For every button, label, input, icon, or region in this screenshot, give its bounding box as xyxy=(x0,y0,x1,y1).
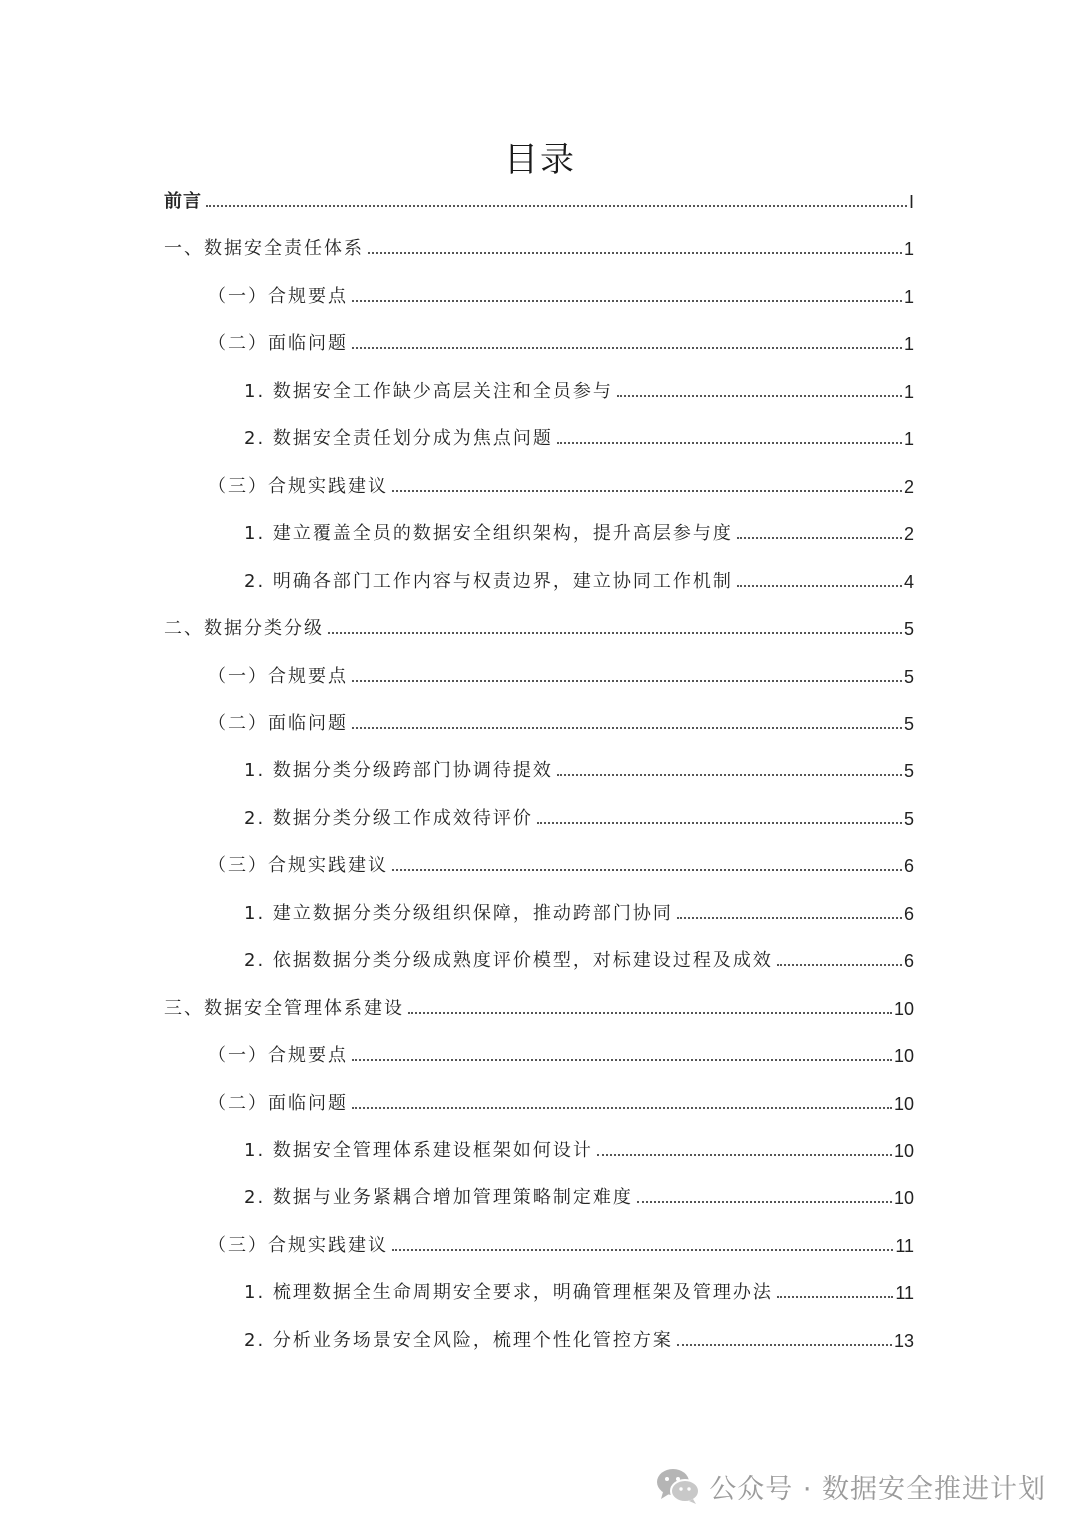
toc-entry-title: 1. 建立覆盖全员的数据安全组织架构，提升高层参与度 xyxy=(244,523,733,545)
toc-entry[interactable] xyxy=(164,610,914,640)
toc-entry[interactable] xyxy=(208,705,914,735)
dot-leader xyxy=(328,632,902,634)
toc-entry-title: 1. 梳理数据全生命周期安全要求，明确管理框架及管理办法 xyxy=(244,1282,773,1304)
toc-entry[interactable] xyxy=(208,658,914,688)
toc-entry-title: （三）合规实践建议 xyxy=(208,475,388,497)
toc-entry-title: （一）合规要点 xyxy=(208,665,348,687)
dot-leader xyxy=(368,252,902,254)
toc-entry-title: 2. 分析业务场景安全风险，梳理个性化管控方案 xyxy=(244,1329,673,1351)
toc-entry-title: 2. 依据数据分类分级成熟度评价模型，对标建设过程及成效 xyxy=(244,950,773,972)
dot-leader xyxy=(557,442,902,444)
toc-entry[interactable] xyxy=(244,800,914,830)
toc-entry-page: 6 xyxy=(903,856,914,877)
dot-leader xyxy=(637,1201,892,1203)
toc-entry-title: （二）面临问题 xyxy=(208,333,348,355)
dot-leader xyxy=(352,727,902,729)
dot-leader xyxy=(677,1344,892,1346)
toc-entry[interactable] xyxy=(244,895,914,925)
toc-entry[interactable] xyxy=(208,278,914,308)
page-title: 目录 xyxy=(504,140,576,180)
toc-entry-page: 10 xyxy=(893,1188,914,1209)
watermark xyxy=(655,1466,1046,1506)
dot-leader xyxy=(408,1012,892,1014)
toc-entry-page: 10 xyxy=(893,1141,914,1161)
toc-entry[interactable] xyxy=(208,1037,914,1067)
dot-leader xyxy=(777,1296,893,1298)
toc-entry-page: 1 xyxy=(903,429,914,450)
toc-entry-title: 一、数据安全责任体系 xyxy=(164,238,364,260)
toc-entry[interactable] xyxy=(208,847,914,877)
dot-leader xyxy=(777,964,902,966)
toc-entry-title: 二、数据分类分级 xyxy=(164,618,324,640)
toc-entry-title: 1. 数据安全工作缺少高层关注和全员参与 xyxy=(244,380,613,402)
toc-entry-page: 1 xyxy=(903,239,914,260)
toc-entry-page: I xyxy=(908,192,914,212)
dot-leader xyxy=(737,537,902,539)
dot-leader xyxy=(392,869,902,871)
toc-entry[interactable] xyxy=(244,373,914,403)
toc-entry-page: 11 xyxy=(895,1283,914,1304)
dot-leader xyxy=(352,347,902,349)
toc-entry-page: 5 xyxy=(903,666,914,687)
toc-entry-title: （三）合规实践建议 xyxy=(208,1234,388,1256)
toc-entry-page: 10 xyxy=(893,998,914,1019)
toc-entry-title: 三、数据安全管理体系建设 xyxy=(164,997,404,1019)
toc-entry[interactable] xyxy=(208,1085,914,1115)
toc-entry[interactable] xyxy=(164,183,914,213)
dot-leader xyxy=(537,822,902,824)
dot-leader xyxy=(597,1154,892,1156)
toc-entry-page: 5 xyxy=(903,713,914,734)
toc-entry[interactable] xyxy=(164,990,914,1020)
toc-entry-title: 2. 数据安全责任划分成为焦点问题 xyxy=(244,428,553,450)
dot-leader xyxy=(392,490,902,492)
dot-leader xyxy=(352,300,902,302)
toc-entry-title: 1. 数据分类分级跨部门协调待提效 xyxy=(244,760,553,782)
toc-entry[interactable] xyxy=(208,325,914,355)
toc-entry-page: 5 xyxy=(903,761,914,782)
toc-entry[interactable] xyxy=(244,1132,914,1162)
toc-entry-page: 10 xyxy=(893,1093,914,1114)
toc-entry-page: 6 xyxy=(903,903,914,924)
dot-leader xyxy=(206,205,907,207)
toc-entry-title: 1. 数据安全管理体系建设框架如何设计 xyxy=(244,1140,593,1161)
toc-entry[interactable] xyxy=(244,515,914,545)
toc-entry-page: 1 xyxy=(903,334,914,355)
toc-entry-title: （一）合规要点 xyxy=(208,285,348,307)
dot-leader xyxy=(737,585,902,587)
toc-entry[interactable] xyxy=(164,230,914,260)
dot-leader xyxy=(352,1107,892,1109)
toc-entry-page: 1 xyxy=(903,286,914,307)
toc-entry[interactable] xyxy=(244,752,914,782)
toc-entry-title: （三）合规实践建议 xyxy=(208,855,388,877)
toc-entry-title: 前言 xyxy=(164,191,202,212)
toc-entry-title: （二）面临问题 xyxy=(208,1092,348,1114)
toc-entry[interactable] xyxy=(244,420,914,450)
toc-entry[interactable] xyxy=(244,1322,914,1352)
toc-entry-page: 4 xyxy=(903,571,914,592)
toc-entry[interactable] xyxy=(244,942,914,972)
toc-entry-page: 5 xyxy=(903,619,914,640)
toc-entry-page: 2 xyxy=(903,476,914,497)
dot-leader xyxy=(677,917,902,919)
toc-entry-page: 5 xyxy=(903,808,914,829)
toc-entry-page: 10 xyxy=(893,1046,914,1067)
toc-entry[interactable] xyxy=(208,468,914,498)
toc-entry-page: 1 xyxy=(903,381,914,402)
wechat-icon xyxy=(655,1466,701,1506)
toc-entry[interactable] xyxy=(244,1179,914,1209)
toc-entry-title: 1. 建立数据分类分级组织保障，推动跨部门协同 xyxy=(244,902,673,924)
dot-leader xyxy=(352,1059,892,1061)
dot-leader xyxy=(557,774,902,776)
toc-entry-title: 2. 数据与业务紧耦合增加管理策略制定难度 xyxy=(244,1187,633,1209)
dot-leader xyxy=(617,395,902,397)
toc-entry-title: （二）面临问题 xyxy=(208,712,348,734)
toc-entry-title: 2. 数据分类分级工作成效待评价 xyxy=(244,807,533,829)
dot-leader xyxy=(352,680,902,682)
dot-leader xyxy=(392,1249,893,1251)
toc-entry-page: 13 xyxy=(893,1330,914,1351)
toc-entry[interactable] xyxy=(244,563,914,593)
toc-entry-page: 11 xyxy=(895,1235,914,1256)
toc-entry-page: 2 xyxy=(903,524,914,545)
toc-entry-title: （一）合规要点 xyxy=(208,1045,348,1067)
toc-entry-title: 2. 明确各部门工作内容与权责边界，建立协同工作机制 xyxy=(244,570,733,592)
toc-entry-page: 6 xyxy=(903,951,914,972)
toc-entry[interactable] xyxy=(244,1274,914,1304)
watermark-text: 公众号 · 数据安全推进计划 xyxy=(709,1473,1046,1505)
toc-entry[interactable] xyxy=(208,1227,914,1257)
